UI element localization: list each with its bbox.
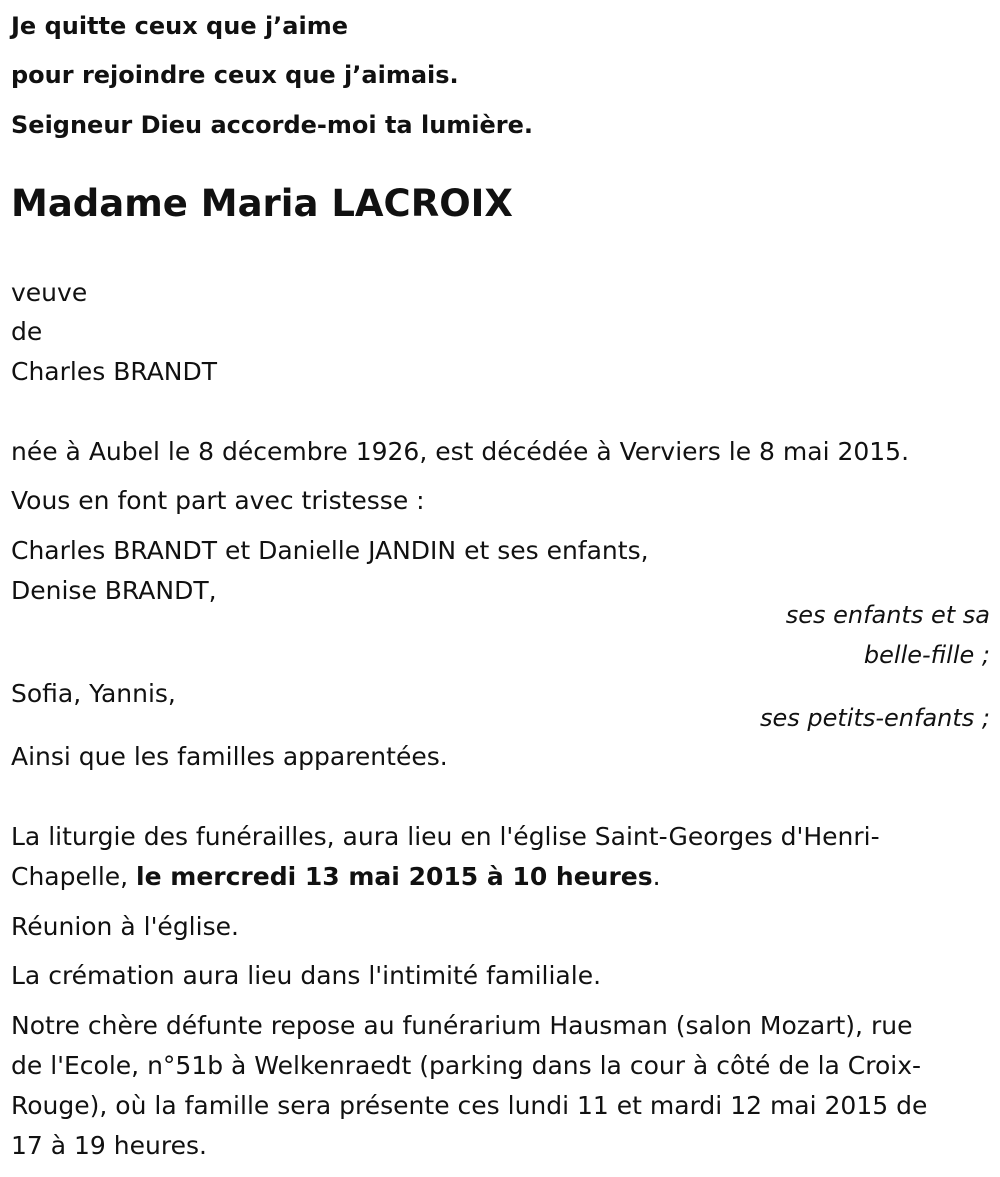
grandchildren-line: Sofia, Yannis, — [11, 679, 176, 708]
deceased-name: Madame Maria LACROIX — [11, 182, 513, 225]
children-role-line-1: ses enfants et sa — [785, 601, 990, 629]
widow-line-2: de — [11, 317, 43, 346]
funeral-line-2-start: Chapelle, — [11, 862, 137, 891]
children-line-1: Charles BRANDT et Danielle JANDIN et ses enfants, — [11, 536, 649, 565]
children-role-line-2: belle-fille ; — [863, 641, 990, 669]
meeting-line: Réunion à l'église. — [11, 912, 239, 941]
children-line-2: Denise BRANDT, — [11, 576, 217, 605]
families-line: Ainsi que les familles apparentées. — [11, 742, 448, 771]
funeral-line-2-end: . — [652, 862, 661, 891]
rest-line-1: Notre chère défunte repose au funérarium Hausman (salon Mozart), rue — [11, 1011, 913, 1040]
widow-line-1: veuve — [11, 278, 88, 307]
widow-line-3: Charles BRANDT — [11, 357, 218, 386]
funeral-line-1: La liturgie des funérailles, aura lieu en l'église Saint-Georges d'Henri- — [11, 822, 880, 851]
cremation-line: La crémation aura lieu dans l'intimité familiale. — [11, 961, 602, 990]
birth-death-line: née à Aubel le 8 décembre 1926, est décédée à Verviers le 8 mai 2015. — [11, 437, 910, 466]
verse-line-1: Je quitte ceux que j’aime — [11, 12, 349, 40]
funeral-line-2 — [11, 861, 661, 893]
rest-line-4: 17 à 19 heures. — [11, 1131, 207, 1160]
verse-line-3: Seigneur Dieu accorde-moi ta lumière. — [11, 111, 534, 139]
rest-line-3: Rouge), où la famille sera présente ces lundi 11 et mardi 12 mai 2015 de — [11, 1091, 928, 1120]
verse-line-2: pour rejoindre ceux que j’aimais. — [11, 61, 459, 89]
announcement-intro: Vous en font part avec tristesse : — [11, 486, 425, 515]
grandchildren-role: ses petits-enfants ; — [759, 704, 990, 732]
funeral-date-time: le mercredi 13 mai 2015 à 10 heures — [136, 862, 653, 891]
rest-line-2: de l'Ecole, n°51b à Welkenraedt (parking dans la cour à côté de la Croix- — [11, 1051, 922, 1080]
